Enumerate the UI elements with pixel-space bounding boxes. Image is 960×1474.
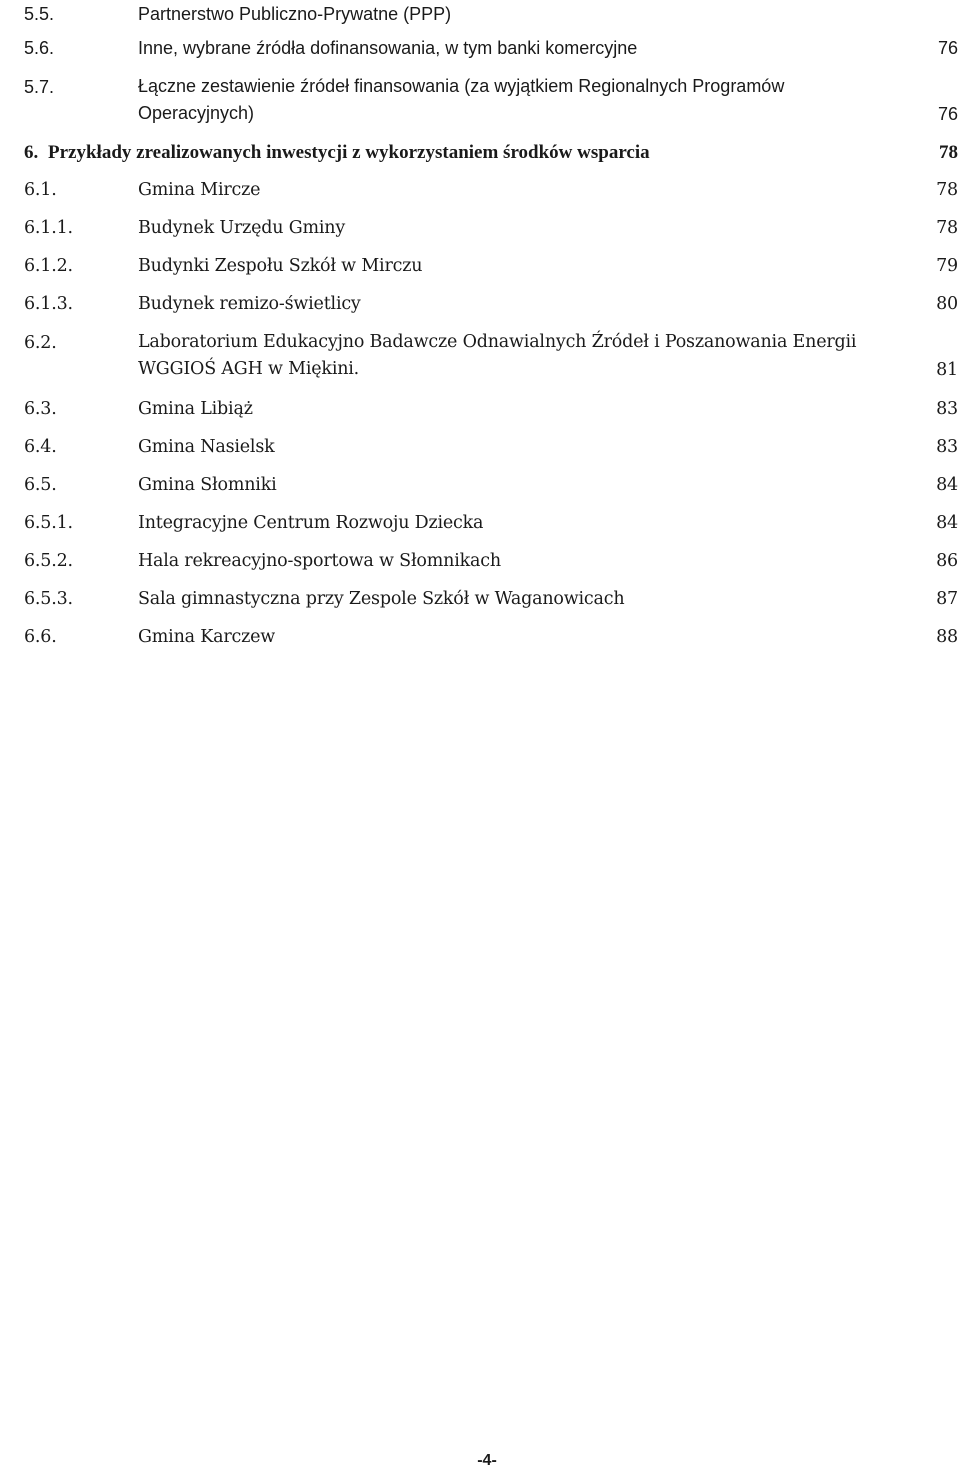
toc-entry-page: 84 (936, 475, 958, 495)
toc-entry-title: Integracyjne Centrum Rozwoju Dziecka (138, 513, 484, 533)
toc-entry-number: 6.3. (24, 399, 57, 419)
toc-entry-page: 78 (939, 142, 958, 163)
toc-entry-number: 6.1.3. (24, 294, 73, 314)
toc-entry-number: 5.6. (24, 38, 55, 58)
toc-entry-number: 6.4. (24, 437, 57, 457)
toc-entry-page: 83 (936, 437, 958, 457)
toc-entry-page: 84 (936, 513, 958, 533)
toc-entry-page: 87 (936, 589, 958, 609)
toc-entry-title: Sala gimnastyczna przy Zespole Szkół w Waganowicach (138, 589, 625, 609)
toc-entry-number: 6.5.3. (24, 589, 73, 609)
toc-entry-number: 6.5.1. (24, 513, 73, 533)
toc-entry-page: 88 (936, 627, 958, 647)
toc-entry-number: 6.6. (24, 627, 57, 647)
toc-entry-number: 6.1. (24, 180, 57, 200)
toc-entry-title: Gmina Libiąż (138, 399, 253, 419)
toc-entry-title: Budynek Urzędu Gminy (138, 218, 346, 238)
toc-entry-number: 6.5.2. (24, 551, 73, 571)
toc-entry-title: Inne, wybrane źródła dofinansowania, w tym banki komercyjne (138, 38, 638, 58)
toc-entry-title: Budynek remizo-świetlicy (138, 294, 361, 314)
toc-entry-number: 6.1.2. (24, 256, 73, 276)
toc-entry-number: 6. (24, 142, 39, 163)
toc-entry-title: Łączne zestawienie źródeł finansowania (za wyjątkiem Regionalnych Programów Operacyjnych) (138, 76, 785, 123)
toc-entry-page: 78 (936, 180, 958, 200)
toc-entry-page: 78 (936, 218, 958, 238)
toc-entry-title: Gmina Słomniki (138, 475, 277, 495)
toc-entry-page: 86 (936, 551, 958, 571)
toc-entry-number: 6.5. (24, 475, 57, 495)
toc-entry-number: 5.5. (24, 4, 55, 24)
toc-entry-title: Gmina Mircze (138, 180, 261, 200)
toc-entry-number: 6.2. (24, 333, 57, 353)
toc-entry-page: 83 (936, 399, 958, 419)
toc-entry-title: Przykłady zrealizowanych inwestycji z wykorzystaniem środków wsparcia (48, 142, 650, 163)
toc-entry-page: 76 (937, 38, 958, 58)
toc-entry-title: Budynki Zespołu Szkół w Mirczu (138, 256, 423, 276)
toc-entry-title: Laboratorium Edukacyjno Badawcze Odnawialnych Źródeł i Poszanowania Energii WGGIOŚ AGH w Miękini. (138, 332, 857, 379)
toc-entry-title: Partnerstwo Publiczno-Prywatne (PPP) (138, 4, 452, 24)
toc-entry-page: 79 (936, 256, 958, 276)
toc-entry-number: 6.1.1. (24, 218, 73, 238)
toc-entry-page: 80 (936, 294, 958, 314)
toc-entry-page: 76 (937, 104, 958, 124)
toc-entry-page: 81 (936, 360, 958, 380)
toc-entry-title: Hala rekreacyjno-sportowa w Słomnikach (138, 551, 501, 571)
toc-entry-title: Gmina Karczew (138, 627, 276, 647)
toc-entry-number: 5.7. (24, 77, 55, 97)
page-number: -4- (477, 1452, 497, 1469)
toc-entry-title: Gmina Nasielsk (138, 437, 275, 457)
